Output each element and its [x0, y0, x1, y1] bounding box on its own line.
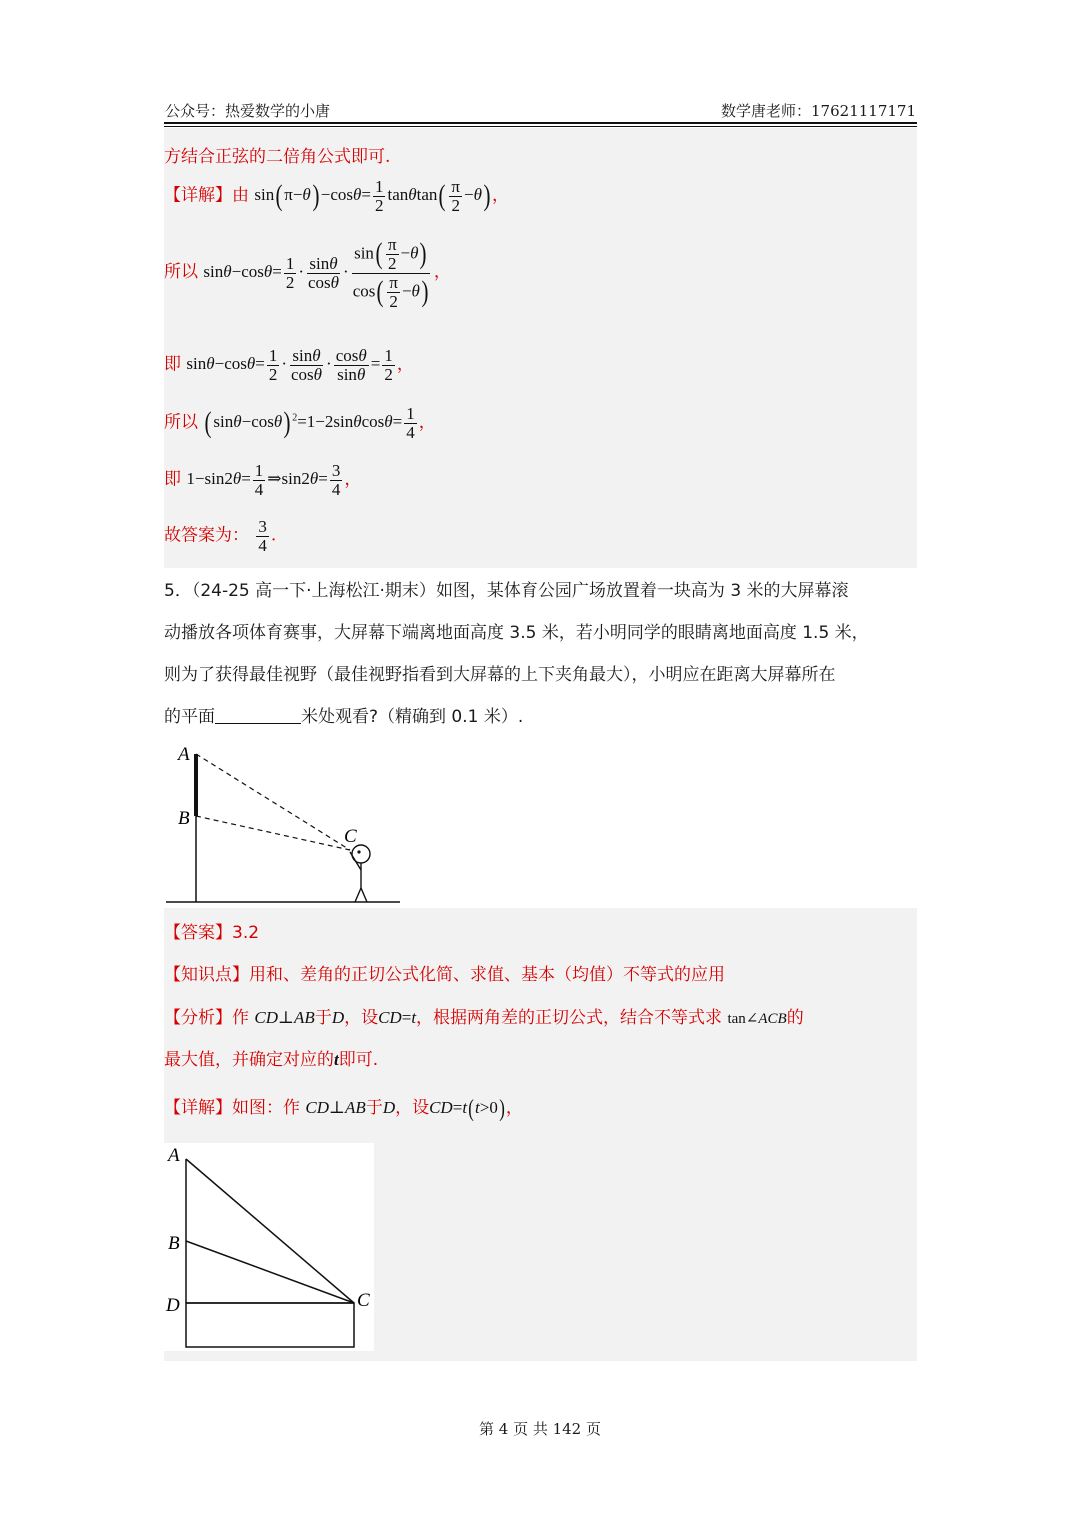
analysis-text-2: 于 [314, 1008, 332, 1028]
header-account: 公众号：热爱数学的小唐 [165, 102, 331, 120]
detail-line-4: 所以 (sinθ−cosθ) $^2$=1−2sinθcosθ= $\frac{1}{4}$ ， [164, 404, 436, 442]
header-rule-thin [164, 126, 917, 127]
question-source: （24-25 高一下·上海松江·期末） [191, 581, 436, 601]
figure-screen-viewer [164, 740, 404, 908]
page-number: 第 4 页 共 142 页 [478, 1420, 601, 1438]
question-text-4b: 米处观看?（精确到 0.1 米）. [301, 707, 524, 727]
label-c: C [344, 826, 357, 847]
ji-label-2: 即 [164, 469, 181, 490]
question-5 [164, 570, 918, 738]
equation-5: 1−sin2θ= $\frac{1}{4}$ ⇒sin2θ= $\frac{3}{4}$ [186, 461, 341, 499]
question-text-4a: 的平面 [164, 707, 215, 727]
analysis-text-1: 作 [232, 1008, 249, 1028]
detail-line-1: 【详解】由 sin(π−θ)−cosθ= $\frac{1}{2}$ tanθtan( $\frac{\pi}{2}$ −θ)， [164, 177, 509, 215]
analysis-line-1: 【分析】作 CD⊥AB于D，设CD=t，根据两角差的正切公式，结合不等式求 tan∠ACB的 [164, 1008, 804, 1028]
detail-line-2: 所以 sinθ−cosθ= $\frac{1}{2}$ · $\frac{\sin\theta}{\cos\theta}$ · sin( $\frac{\pi}{2}$ −θ) cos( $\frac{\pi}{2}$ −θ) ， [164, 235, 451, 311]
detail-line-5: 即 1−sin2θ= $\frac{1}{4}$ ⇒sin2θ= $\frac{3}{4}$ ， [164, 461, 362, 499]
answer-value: 3.2 [232, 923, 260, 943]
answer-line: 故答案为： $\frac{3}{4}$ . [164, 517, 277, 555]
question-text-1: 如图，某体育公园广场放置着一块高为 3 米的大屏幕滚 [435, 581, 849, 601]
detail-tag: 【详解】 [164, 185, 232, 206]
answer-blank [215, 705, 301, 724]
ground-rect [186, 1303, 354, 1347]
analysis-line-2: 最大值，并确定对应的t即可. [164, 1050, 379, 1070]
knowledge-text: 用和、差角的正切公式化简、求值、基本（均值）不等式的应用 [249, 965, 725, 985]
answer-tag-line [164, 918, 259, 943]
label-d-2: D [166, 1295, 180, 1316]
answer-label: 故答案为： [164, 525, 249, 546]
detail-q5-text-2: 于 [365, 1098, 383, 1118]
ji-label: 即 [164, 354, 181, 375]
viewer-eye [357, 850, 360, 853]
so-label-2: 所以 [164, 412, 198, 433]
segment-bc [186, 1241, 354, 1303]
answer-fraction [254, 517, 271, 555]
header-teacher: 数学唐老师：17621117171 [721, 102, 916, 120]
viewer-arm [350, 852, 361, 870]
detail-lead: 由 [232, 185, 249, 206]
detail-q5-line: 【详解】如图：作 CD⊥AB于D，设CD=t(t>0)， [164, 1096, 523, 1123]
question-number: 5． [164, 581, 192, 601]
detail-q5-text-3: ，设 [395, 1098, 430, 1118]
equation-2: sinθ−cosθ= $\frac{1}{2}$ · $\frac{\sin\theta}{\cos\theta}$ · sin( $\frac{\pi}{2}$ −θ) cos( $\frac{\pi}{2}$ −θ) [203, 262, 434, 281]
segment-ac [186, 1159, 354, 1303]
analysis-tag: 【分析】 [164, 1008, 232, 1028]
equation-4: (sinθ−cosθ) $^2$=1−2sinθcosθ= $\frac{1}{4}$ [204, 404, 415, 442]
question-text-2: 动播放各项体育赛事，大屏幕下端离地面高度 3.5 米，若小明同学的眼睛离地面高度 1.5 米， [164, 623, 869, 643]
equation-1: sin(π−θ)−cosθ= $\frac{1}{2}$ tanθtan( $\frac{\pi}{2}$ −θ) [254, 177, 491, 215]
intro-text: 方结合正弦的二倍角公式即可. [164, 147, 391, 167]
label-b-2: B [168, 1233, 180, 1254]
viewer-leg-right [361, 888, 367, 902]
label-b: B [178, 808, 190, 829]
analysis-text-7: 即可. [338, 1050, 379, 1070]
label-a: A [178, 744, 190, 765]
answer-tag: 【答案】 [164, 923, 232, 943]
detail-line-3: 即 sinθ−cosθ= $\frac{1}{2}$ · $\frac{\sin\theta}{\cos\theta}$ · $\frac{\cos\theta}{\sin\theta}$ = $\frac{1}{2}$ ， [164, 346, 414, 384]
sight-line-bottom [196, 816, 350, 850]
so-label: 所以 [164, 262, 198, 283]
knowledge-line [164, 960, 725, 985]
figure-triangle [164, 1143, 376, 1353]
analysis-text-6: 最大值，并确定对应的 [164, 1050, 334, 1070]
detail-q5-text-1: 如图：作 [232, 1098, 300, 1118]
detail-q5-tag: 【详解】 [164, 1098, 232, 1118]
header-rule [164, 122, 917, 124]
analysis-text-4: ，根据两角差的正切公式，结合不等式求 [416, 1008, 723, 1028]
viewer-leg-left [355, 888, 361, 902]
answer-numerator: 3 [258, 517, 267, 536]
answer-denominator: 4 [258, 535, 267, 555]
analysis-text-5: 的 [786, 1008, 804, 1028]
analysis-text-3: ，设 [344, 1008, 379, 1028]
sight-line-top [196, 754, 350, 850]
label-c-2: C [357, 1290, 370, 1311]
label-a-2: A [168, 1145, 180, 1166]
equation-3: sinθ−cosθ= $\frac{1}{2}$ · $\frac{\sin\theta}{\cos\theta}$ · $\frac{\cos\theta}{\sin\theta}$ = $\frac{1}{2}$ [186, 346, 393, 384]
intro-line [164, 142, 390, 167]
question-text-3: 则为了获得最佳视野（最佳视野指看到大屏幕的上下夹角最大），小明应在距离大屏幕所在 [164, 665, 836, 685]
knowledge-tag: 【知识点】 [164, 965, 249, 985]
